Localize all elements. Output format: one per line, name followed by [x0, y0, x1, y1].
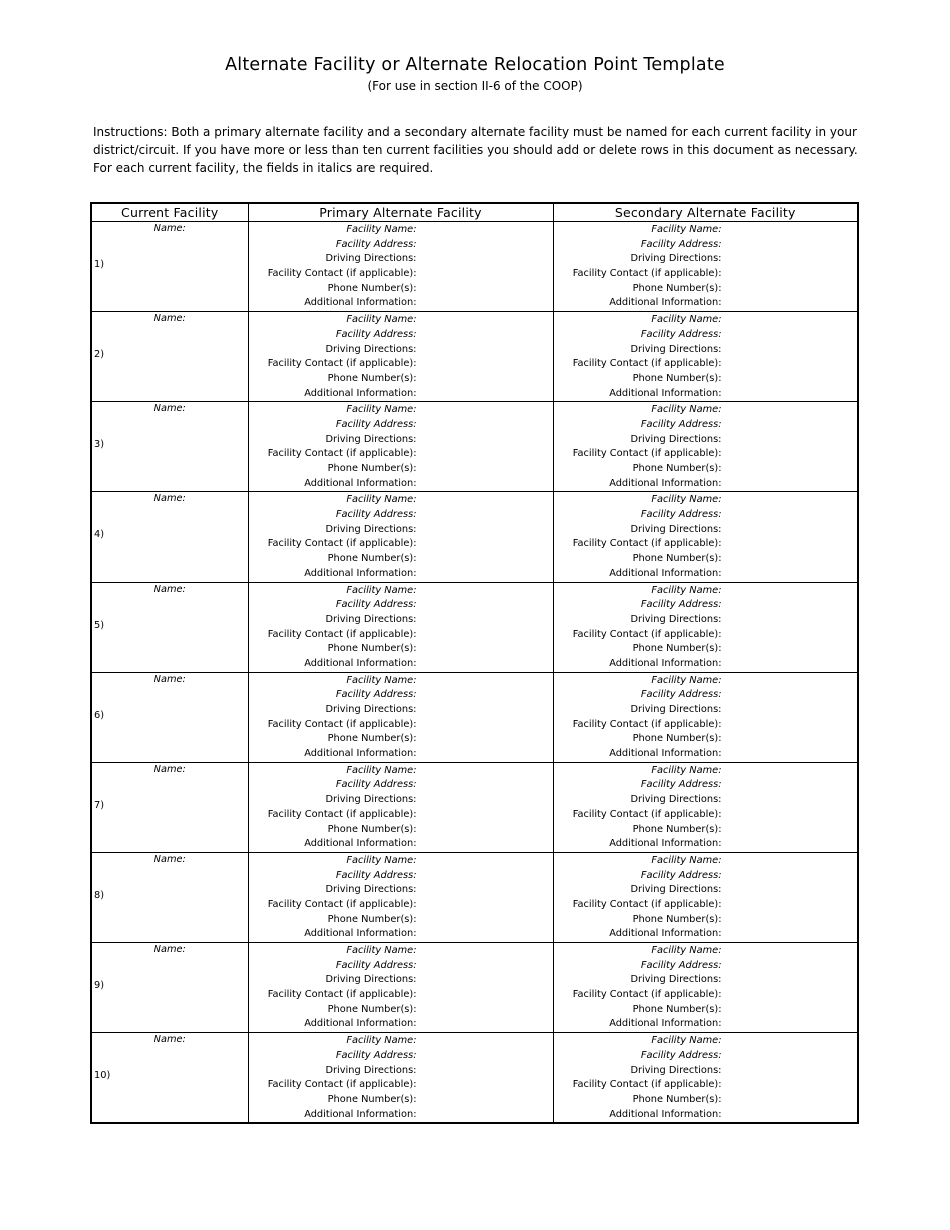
table-row — [91, 402, 858, 492]
field-label: Facility Contact (if applicable): — [267, 628, 417, 640]
field-label: Facility Name: — [346, 584, 417, 596]
table-row — [91, 312, 858, 402]
primary-alternate-facility-cell[interactable] — [248, 312, 553, 402]
field-label: Phone Number(s): — [632, 463, 722, 474]
field-label: Facility Contact (if applicable): — [572, 268, 722, 280]
field-label: Driving Directions: — [630, 884, 722, 896]
primary-alternate-facility-cell[interactable] — [248, 492, 553, 582]
field-label: Driving Directions: — [325, 613, 417, 625]
field-label: Phone Number(s): — [327, 282, 417, 294]
field-label: Facility Address: — [640, 1049, 722, 1061]
field-label: Driving Directions: — [325, 523, 417, 535]
field-label: Phone Number(s): — [327, 913, 417, 925]
row-number: 6) — [94, 709, 105, 721]
primary-field-list — [249, 1033, 553, 1122]
secondary-field-list — [554, 583, 858, 672]
field-label: Phone Number(s): — [327, 643, 417, 655]
field-label: Facility Contact (if applicable): — [267, 1079, 417, 1091]
field-label: Facility Contact (if applicable): — [267, 898, 417, 910]
field-label: Additional Information: — [304, 748, 417, 760]
field-label: Phone Number(s): — [327, 372, 417, 384]
field-label: Facility Contact (if applicable): — [572, 628, 722, 640]
field-label: Driving Directions: — [630, 1064, 722, 1076]
document-subtitle: (For use in section II-6 of the COOP) — [367, 79, 583, 93]
field-label: Facility Address: — [640, 238, 722, 250]
field-label: Facility Name: — [651, 584, 722, 596]
primary-alternate-facility-cell[interactable] — [248, 402, 553, 492]
field-label: Facility Name: — [651, 314, 722, 326]
field-label: Facility Address: — [640, 869, 722, 881]
primary-alternate-facility-cell[interactable] — [248, 762, 553, 852]
field-label: Additional Information: — [304, 1018, 417, 1030]
field-label: Facility Name: — [346, 404, 417, 416]
field-label: Additional Information: — [609, 1108, 722, 1120]
field-label: Facility Contact (if applicable): — [572, 1079, 722, 1091]
row-number: 4) — [94, 529, 105, 541]
field-label: Phone Number(s): — [632, 1003, 722, 1015]
field-label: Driving Directions: — [630, 974, 722, 986]
table-row — [91, 582, 858, 672]
field-label: Facility Name: — [651, 224, 722, 235]
name-label: Name: — [153, 763, 186, 775]
secondary-alternate-facility-cell[interactable] — [553, 222, 858, 312]
table-row — [91, 762, 858, 852]
field-label: Facility Name: — [346, 945, 417, 956]
field-label: Driving Directions: — [630, 794, 722, 806]
current-facility-cell[interactable] — [91, 1033, 248, 1124]
row-number: 10) — [94, 1070, 111, 1082]
secondary-field-list — [554, 763, 858, 852]
field-label: Facility Name: — [346, 1035, 417, 1047]
row-number: 7) — [94, 799, 105, 811]
name-label: Name: — [153, 223, 186, 234]
field-label: Facility Name: — [346, 224, 417, 235]
field-label: Facility Contact (if applicable): — [572, 718, 722, 730]
field-label: Facility Address: — [335, 779, 417, 791]
field-label: Additional Information: — [304, 387, 417, 399]
field-label: Additional Information: — [304, 838, 417, 850]
field-label: Facility Address: — [640, 959, 722, 971]
header-primary-alternate-facility: Primary Alternate Facility — [248, 203, 553, 222]
primary-alternate-facility-cell[interactable] — [248, 222, 553, 312]
field-label: Facility Contact (if applicable): — [572, 538, 722, 550]
field-label: Phone Number(s): — [327, 823, 417, 835]
field-label: Facility Contact (if applicable): — [267, 808, 417, 820]
field-label: Driving Directions: — [630, 433, 722, 445]
field-label: Facility Name: — [651, 674, 722, 686]
primary-alternate-facility-cell[interactable] — [248, 582, 553, 672]
secondary-field-list — [554, 943, 858, 1032]
secondary-alternate-facility-cell[interactable] — [553, 402, 858, 492]
field-label: Facility Address: — [640, 599, 722, 611]
field-label: Driving Directions: — [325, 704, 417, 715]
field-label: Phone Number(s): — [632, 553, 722, 565]
field-label: Phone Number(s): — [327, 553, 417, 565]
field-label: Additional Information: — [304, 477, 417, 489]
field-label: Facility Name: — [651, 854, 722, 866]
primary-field-list — [249, 943, 553, 1032]
facility-table — [90, 202, 859, 1124]
field-label: Additional Information: — [304, 1108, 417, 1120]
name-label: Name: — [153, 313, 186, 325]
field-label: Phone Number(s): — [327, 1093, 417, 1105]
field-label: Phone Number(s): — [327, 1003, 417, 1015]
name-label: Name: — [153, 673, 186, 685]
name-label: Name: — [153, 944, 186, 955]
field-label: Driving Directions: — [630, 704, 722, 715]
field-label: Driving Directions: — [325, 974, 417, 986]
field-label: Facility Contact (if applicable): — [572, 898, 722, 910]
field-label: Driving Directions: — [325, 433, 417, 445]
field-label: Facility Address: — [335, 959, 417, 971]
field-label: Facility Address: — [335, 509, 417, 521]
table-body — [91, 222, 858, 1124]
document-title: Alternate Facility or Alternate Relocation Point Template — [225, 55, 725, 75]
field-label: Facility Contact (if applicable): — [267, 358, 417, 370]
field-label: Phone Number(s): — [327, 733, 417, 745]
primary-field-list — [249, 402, 553, 491]
field-label: Driving Directions: — [325, 343, 417, 355]
row-number: 1) — [94, 259, 105, 270]
field-label: Facility Contact (if applicable): — [267, 268, 417, 280]
current-facility-cell[interactable] — [91, 222, 248, 312]
field-label: Facility Contact (if applicable): — [267, 989, 417, 1001]
secondary-alternate-facility-cell[interactable] — [553, 943, 858, 1033]
header-secondary-alternate-facility: Secondary Alternate Facility — [553, 203, 858, 222]
primary-field-list — [249, 853, 553, 942]
field-label: Facility Address: — [640, 779, 722, 791]
current-facility-cell[interactable] — [91, 852, 248, 942]
field-label: Facility Contact (if applicable): — [572, 808, 722, 820]
table-row — [91, 852, 858, 942]
field-label: Driving Directions: — [630, 613, 722, 625]
primary-field-list — [249, 492, 553, 581]
primary-field-list — [249, 583, 553, 672]
field-label: Driving Directions: — [630, 343, 722, 355]
table-row — [91, 222, 858, 312]
name-label: Name: — [153, 853, 186, 865]
field-label: Phone Number(s): — [632, 1093, 722, 1105]
field-label: Facility Address: — [335, 238, 417, 250]
field-label: Facility Name: — [346, 764, 417, 776]
row-number: 8) — [94, 889, 105, 901]
field-label: Facility Contact (if applicable): — [572, 448, 722, 460]
name-label: Name: — [153, 583, 186, 595]
field-label: Facility Address: — [640, 509, 722, 521]
field-label: Facility Name: — [346, 674, 417, 686]
name-label: Name: — [153, 1034, 186, 1046]
field-label: Driving Directions: — [325, 794, 417, 806]
current-facility-cell[interactable] — [91, 312, 248, 402]
primary-field-list — [249, 222, 553, 311]
name-label: Name: — [153, 493, 186, 505]
field-label: Additional Information: — [609, 657, 722, 669]
current-facility-cell[interactable] — [91, 582, 248, 672]
field-label: Facility Address: — [335, 328, 417, 340]
field-label: Facility Address: — [335, 689, 417, 701]
secondary-field-list — [554, 1033, 858, 1122]
secondary-alternate-facility-cell[interactable] — [553, 1033, 858, 1124]
secondary-alternate-facility-cell[interactable] — [553, 312, 858, 402]
name-label: Name: — [153, 403, 186, 415]
field-label: Facility Address: — [335, 1049, 417, 1061]
field-label: Driving Directions: — [630, 253, 722, 265]
table-row — [91, 672, 858, 762]
field-label: Driving Directions: — [325, 884, 417, 896]
secondary-field-list — [554, 853, 858, 942]
field-label: Phone Number(s): — [632, 913, 722, 925]
current-facility-cell[interactable] — [91, 943, 248, 1033]
row-number: 3) — [94, 439, 105, 451]
primary-alternate-facility-cell[interactable] — [248, 672, 553, 762]
primary-alternate-facility-cell[interactable] — [248, 852, 553, 942]
field-label: Facility Name: — [651, 945, 722, 956]
field-label: Phone Number(s): — [632, 643, 722, 655]
header-current-facility: Current Facility — [91, 203, 248, 222]
table-row — [91, 492, 858, 582]
row-number: 2) — [94, 349, 105, 361]
field-label: Additional Information: — [609, 387, 722, 399]
field-label: Facility Name: — [346, 494, 417, 506]
field-label: Phone Number(s): — [632, 372, 722, 384]
field-label: Facility Name: — [346, 854, 417, 866]
field-label: Facility Address: — [640, 689, 722, 701]
secondary-alternate-facility-cell[interactable] — [553, 672, 858, 762]
secondary-field-list — [554, 222, 858, 311]
field-label: Additional Information: — [304, 297, 417, 309]
primary-field-list — [249, 312, 553, 401]
current-facility-cell[interactable] — [91, 402, 248, 492]
table-row — [91, 1033, 858, 1124]
field-label: Facility Name: — [651, 764, 722, 776]
field-label: Facility Contact (if applicable): — [267, 538, 417, 550]
field-label: Phone Number(s): — [327, 463, 417, 474]
field-label: Driving Directions: — [325, 1064, 417, 1076]
row-number: 5) — [94, 619, 105, 631]
field-label: Facility Address: — [640, 418, 722, 430]
field-label: Facility Name: — [651, 494, 722, 506]
field-label: Facility Address: — [335, 418, 417, 430]
row-number: 9) — [94, 980, 105, 991]
field-label: Additional Information: — [609, 477, 722, 489]
secondary-alternate-facility-cell[interactable] — [553, 492, 858, 582]
field-label: Additional Information: — [609, 567, 722, 579]
field-label: Facility Contact (if applicable): — [572, 989, 722, 1001]
field-label: Additional Information: — [304, 567, 417, 579]
field-label: Facility Address: — [640, 328, 722, 340]
field-label: Facility Name: — [651, 1035, 722, 1047]
current-facility-cell[interactable] — [91, 672, 248, 762]
secondary-alternate-facility-cell[interactable] — [553, 762, 858, 852]
field-label: Facility Contact (if applicable): — [572, 358, 722, 370]
field-label: Additional Information: — [609, 928, 722, 940]
field-label: Facility Address: — [335, 599, 417, 611]
current-facility-cell[interactable] — [91, 492, 248, 582]
field-label: Facility Address: — [335, 869, 417, 881]
primary-alternate-facility-cell[interactable] — [248, 1033, 553, 1124]
field-label: Phone Number(s): — [632, 823, 722, 835]
field-label: Phone Number(s): — [632, 733, 722, 745]
field-label: Facility Name: — [651, 404, 722, 416]
primary-alternate-facility-cell[interactable] — [248, 943, 553, 1033]
field-label: Facility Name: — [346, 314, 417, 326]
field-label: Additional Information: — [304, 657, 417, 669]
field-label: Additional Information: — [609, 838, 722, 850]
instructions-text: Instructions: Both a primary alternate facility and a secondary alternate facility must be named for each current facility in your district/circuit. If you have more or less than ten current facilities you should add or delete rows in this document as necessary. For each current facility, the fields in italics are required. — [93, 125, 858, 175]
field-label: Driving Directions: — [630, 523, 722, 535]
secondary-alternate-facility-cell[interactable] — [553, 582, 858, 672]
primary-field-list — [249, 763, 553, 852]
field-label: Phone Number(s): — [632, 282, 722, 294]
current-facility-cell[interactable] — [91, 762, 248, 852]
table-row — [91, 943, 858, 1033]
field-label: Additional Information: — [609, 748, 722, 760]
secondary-field-list — [554, 673, 858, 762]
table-header-row — [91, 203, 858, 222]
field-label: Facility Contact (if applicable): — [267, 448, 417, 460]
field-label: Additional Information: — [609, 297, 722, 309]
secondary-field-list — [554, 492, 858, 581]
field-label: Additional Information: — [304, 928, 417, 940]
field-label: Driving Directions: — [325, 253, 417, 265]
secondary-alternate-facility-cell[interactable] — [553, 852, 858, 942]
field-label: Facility Contact (if applicable): — [267, 718, 417, 730]
primary-field-list — [249, 673, 553, 762]
secondary-field-list — [554, 312, 858, 401]
field-label: Additional Information: — [609, 1018, 722, 1030]
secondary-field-list — [554, 402, 858, 491]
